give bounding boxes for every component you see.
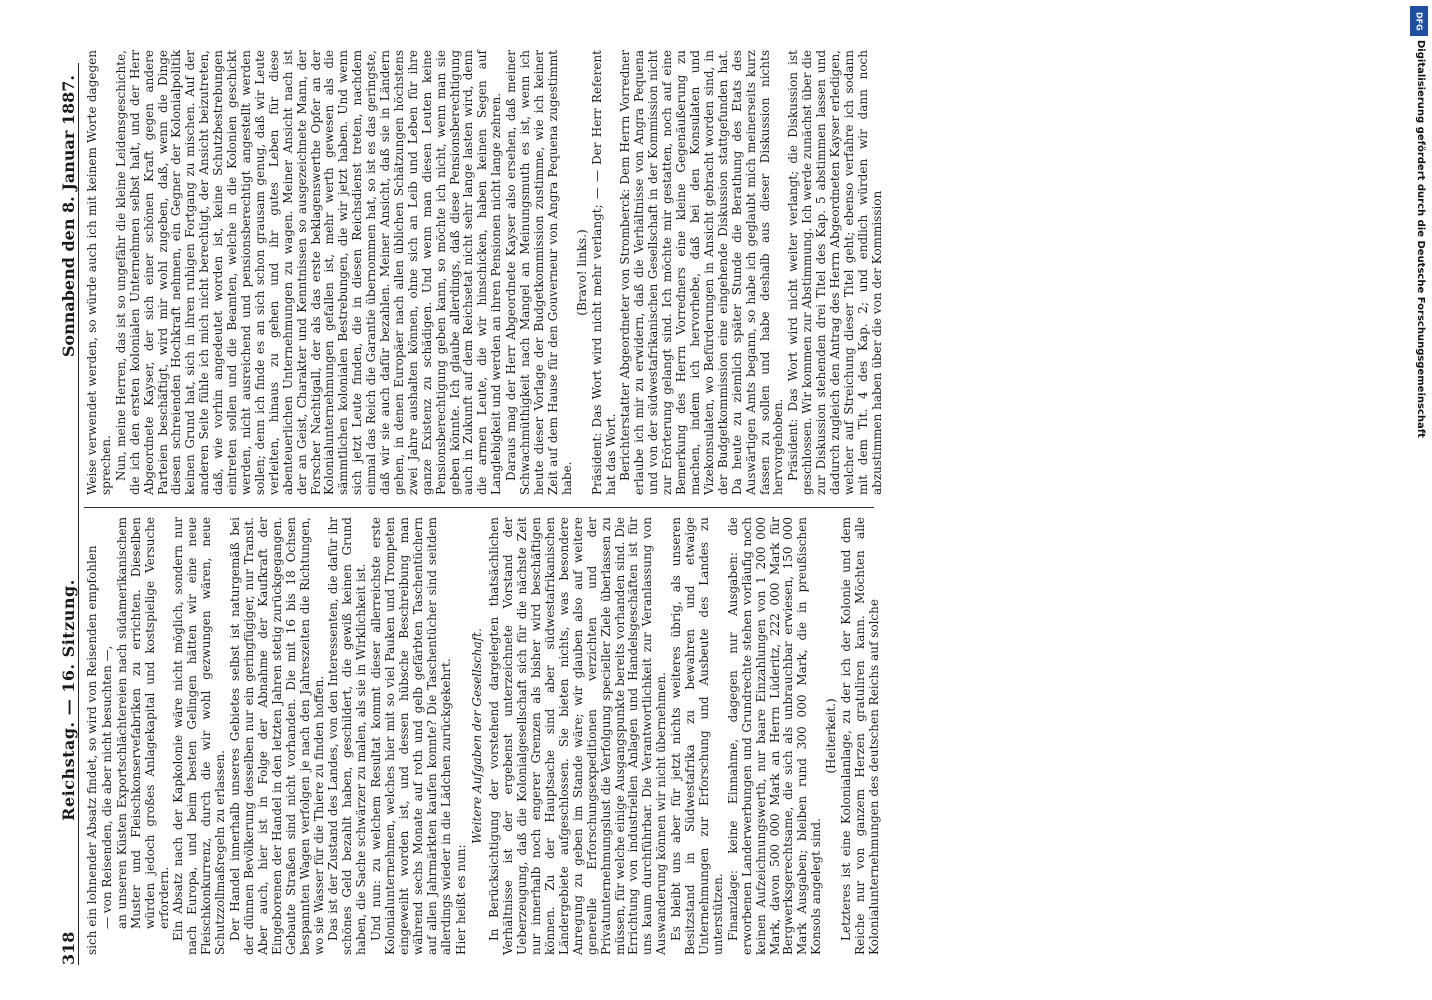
paragraph: (Bravo! links.) bbox=[574, 229, 589, 316]
paragraph: Daraus mag der Herr Abgeordnete Kayser also ersehen, daß meiner Schwachmüthigkeit nach Mangel an Meinungsmuth es ist, wenn ich heute dieser Vorlage der Budgetkommission zustimme, wie ich keiner Zeit auf dem Hause für den Gouverneur von Angra Pequena zugestimmt habe. bbox=[504, 50, 574, 495]
paragraph: Präsident: Das Wort wird nicht weiter verlangt; die Diskussion ist geschlossen. Wir kommen zur Abstimmung. Ich werde zunächst über die zur Diskussion stehenden drei Titel des Kap. 5 abstimmen lassen und dadurch zugleich den Antrag des Herrn Abgeordneten Kayser erledigen, welcher auf Streichung dieser Titel geht; ebenso verfahre ich sodann mit dem Tit. 4 des Kap. 2; und endlich würden wir dann noch abzustimmen haben über die von der Kommission bbox=[786, 50, 884, 495]
paragraph: — von Reisenden, die aber nicht besuchten —, bbox=[99, 645, 114, 929]
paragraph: Letzteres ist eine Kolonialanlage, zu der ich der Kolonie und dem Reiche nur von ganzem Herzen gratuliren kann. Möchten alle Kolonialunternehmungen des deutschen Reichs auf solche bbox=[839, 517, 881, 955]
paragraph: Weitere Aufgaben der Gesellschaft. bbox=[470, 628, 485, 844]
paragraph: Der Handel innerhalb unseres Gebietes selbst ist naturgemäß bei der dünnen Bevölkerung desselben nur ein geringfügiger, nur Transit. Aber auch, hier ist in Folge der Abnahme der Kaufkraft der Eingeborenen der Handel in den letzten Jahren stetig zurückgegangen. Gebaute Straßen sind nicht vorhanden. Die mit 16 bis 18 Ochsen bespannten Wagen verfolgen je nach den Jahreszeiten die Richtungen, wo sie Wasser für die Thiere zu finden hoffen. bbox=[228, 517, 326, 955]
paragraph: Präsident: Das Wort wird nicht mehr verlangt; — — Der Herr Referent hat das Wort. bbox=[589, 50, 618, 495]
paragraph: Hier heißt es nun: bbox=[453, 844, 468, 955]
paragraph: Ein Absatz nach der Kapkolonie wäre nicht möglich, sondern nur nach Europa, und beim besten Gelingen hätten wir eine neue Fleischkonkurrenz, durch die wir wohl gezwungen wären, neue Schutzzollmaßregeln zu erlassen. bbox=[171, 517, 228, 955]
paragraph: Und nun: zu welchem Resultat kommt dieser allerreichste erste Kolonialunternehmen, welches hier mit so viel Pauken und Trompeten eingeweiht worden ist, und dessen hübsche Beschreibung man während sechs Monate auf roth und gelb gefärbten Taschentüchern auf allen Jahrmärkten kaufen konnte? Die Taschentücher sind seitdem allerdings wieder in die Lädchen zurückgekehrt. bbox=[369, 517, 453, 955]
right-column bbox=[85, 50, 884, 495]
left-column bbox=[85, 517, 881, 955]
paragraph: Weise verwendet werden, so würde auch ich mit keinem Worte dagegen sprechen. bbox=[85, 50, 113, 495]
paragraph: Das ist der Zustand des Landes, von den Interessenten, die dafür ihr schönes Geld bezahlt haben, geschildert, die gewiß keinen Grund haben, die Sache schwärzer zu malen, als sie in Wirklichkeit ist. bbox=[326, 517, 369, 955]
page-header bbox=[40, 63, 79, 965]
paragraph: an unseren Küsten Exportschlächtereien nach südamerikanischem Muster und Fleischkonservefabriken zu errichten. Dieselben würden jedoch großes Anlagekapital und kostspielige Versuche erfordern. bbox=[114, 517, 171, 929]
paragraph: Es bleibt uns aber für jetzt nichts weiteres übrig, als unseren Besitzstand in Südwestafrika zu bewahren und etwaige Unternehmungen zur Erforschung und Ausbeute des Landes zu unterstützen. bbox=[669, 517, 725, 955]
dfg-logo: DFG bbox=[1410, 6, 1428, 36]
paragraph: Finanzlage: keine Einnahme, dagegen nur Ausgaben: die erworbenen Landerwerbungen und Grundrechte stehen vorläufig noch keinen Aufzeichnungswerth, nur baare Einzahlungen von 1 200 000 Mark, davon 500 000 Mark an Herrn Lüderitz, 222 000 Mark für Bergwerksgerechtsame, die sich als unbrauchbar erwiesen, 150 000 Mark Ausgaben; bleiben rund 300 000 Mark, die in preußischen Konsols angelegt sind. bbox=[725, 517, 824, 955]
page-number: 318 bbox=[59, 931, 78, 965]
paragraph: sich ein lohnender Absatz findet, so wird von Reisenden empfohlen bbox=[85, 545, 99, 955]
dfg-funding-notice: Digitalisierung gefördert durch die Deutsche Forschungsgemeinschaft bbox=[1415, 40, 1426, 438]
session-date: Sonnabend den 8. Januar 1887. bbox=[59, 75, 78, 358]
paragraph: In Berücksichtigung der vorstehend dargelegten thatsächlichen Verhältnisse ist der ergebenst unterzeichnete Vorstand der Ueberzeugung, daß die Kolonialgesellschaft sich für die nächste Zeit nur innerhalb noch engerer Grenzen als bisher wird beschäftigen können. Zu der Hauptsache sind aber südwestafrikanischen Ländergebiete aufgeschlossen. Sie bieten nichts, was besondere Anregung zu geben im Stande wäre; wir glauben also auf weitere generelle Erforschungsexpeditionen verzichten und der Privatunternehmungslust die Verfolgung specieller Ziele überlassen zu müssen, für welche einige Ausgangspunkte bereits vorhanden sind. Die Errichtung von industriellen Anlagen und Handelsgeschäften ist für uns kaum durchführbar. Die Verantwortlichkeit zur Veranlassung von Auswanderung können wir nicht übernehmen. bbox=[487, 517, 669, 955]
column-divider bbox=[84, 507, 874, 508]
paragraph: Nun, meine Herren, das ist so ungefähr die kleine Leidensgeschichte, die ich den ersten kolonialen Unternehmen selbst halt, und der Herr Abgeordnete Kayser, der sich einer schönen Kraft gegen andere Parteien beschäftigt, wird mir wohl zugeben, daß, wenn die Dinge diesen schreienden Hochkraft nehmen, ein Gegner der Kolonialpolitik keinen Grund hat, sich in ihren ruhigen Fortgang zu mischen. Auf der anderen Seite fühle ich mich nicht berechtigt, der Ansicht beizutreten, daß, wie vorhin angedeutet worden ist, keine Schutzbestrebungen eintreten sollen und die Beamten, welche in die Kolonien geschickt werden, nicht ausreichend und pensionsberechtigt angestellt werden sollen; denn ich finde es an sich schon grausam genug, daß wir Leute verleiten, hinaus zu gehen und ihr gutes Leben für diese abenteuerlichen Unternehmungen zu wagen. Meiner Ansicht nach ist der an Geist, Charakter und Kenntnissen so ausgezeichnete Mann, der Forscher Nachtigall, der als das erste beklagenswerthe Opfer an der Kolonialunternehmungen gefallen ist, mehr werth gewesen als die sämmtlichen kolonialen Bestrebungen, die wir jetzt haben. Und wenn sich jetzt Leute finden, die in diesen Reichsdienst treten, nachdem einmal das Reich die Garantie übernommen hat, so ist es das geringste, daß wir sie auch dafür bezahlen. Meiner Ansicht, daß sie in Ländern gehen, in denen Europäer nach allen üblichen Schätzungen höchstens zwei Jahre aushalten können, ohne sich an Leib und Leben für ihre ganze Existenz zu schädigen. Und wenn man diesen Leuten keine Pensionsberechtigung geben kann, so möchte ich nicht, wenn man sie geben könnte. Ich glaube allerdings, daß diese Pensionsberechtigung auch in Zukunft auf dem Reichsetat nicht sehr lange lasten wird, denn die armen Leute, die wir hinschicken, haben keinen Segen auf Langlebigkeit und werden an ihren Pensionen nicht lange zehren. bbox=[113, 50, 504, 495]
paragraph: (Heiterkeit.) bbox=[824, 698, 839, 774]
paragraph: Berichterstatter Abgeordneter von Stromberck: Dem Herrn Vorredner erlaube ich mir zu erwidern, daß die Verhältnisse von Angra Pequena und von der südwestafrikanischen Gesellschaft in der Kommission nicht zur Erörterung gelangt sind. Ich möchte mir gestatten, noch auf eine Bemerkung des Herrn Vorredners eine kleine Gegenäußerung zu machen, indem ich hervorhebe, daß bei den Konsulaten und Vizekonsulaten, wo Befürderungen in Ansicht gebracht worden sind, in der Budgetkommission eine eingehende Diskussion stattgefunden hat. Da heute zu ziemlich später Stunde die Berathung des Etats des Auswärtigen Amts begann, so habe ich geglaubt mich meinerseits kurz fassen zu sollen und habe deshalb aus dieser Diskussion nichts hervorgehoben. bbox=[618, 50, 786, 495]
running-title: Reichstag. — 16. Sitzung. bbox=[59, 579, 78, 821]
